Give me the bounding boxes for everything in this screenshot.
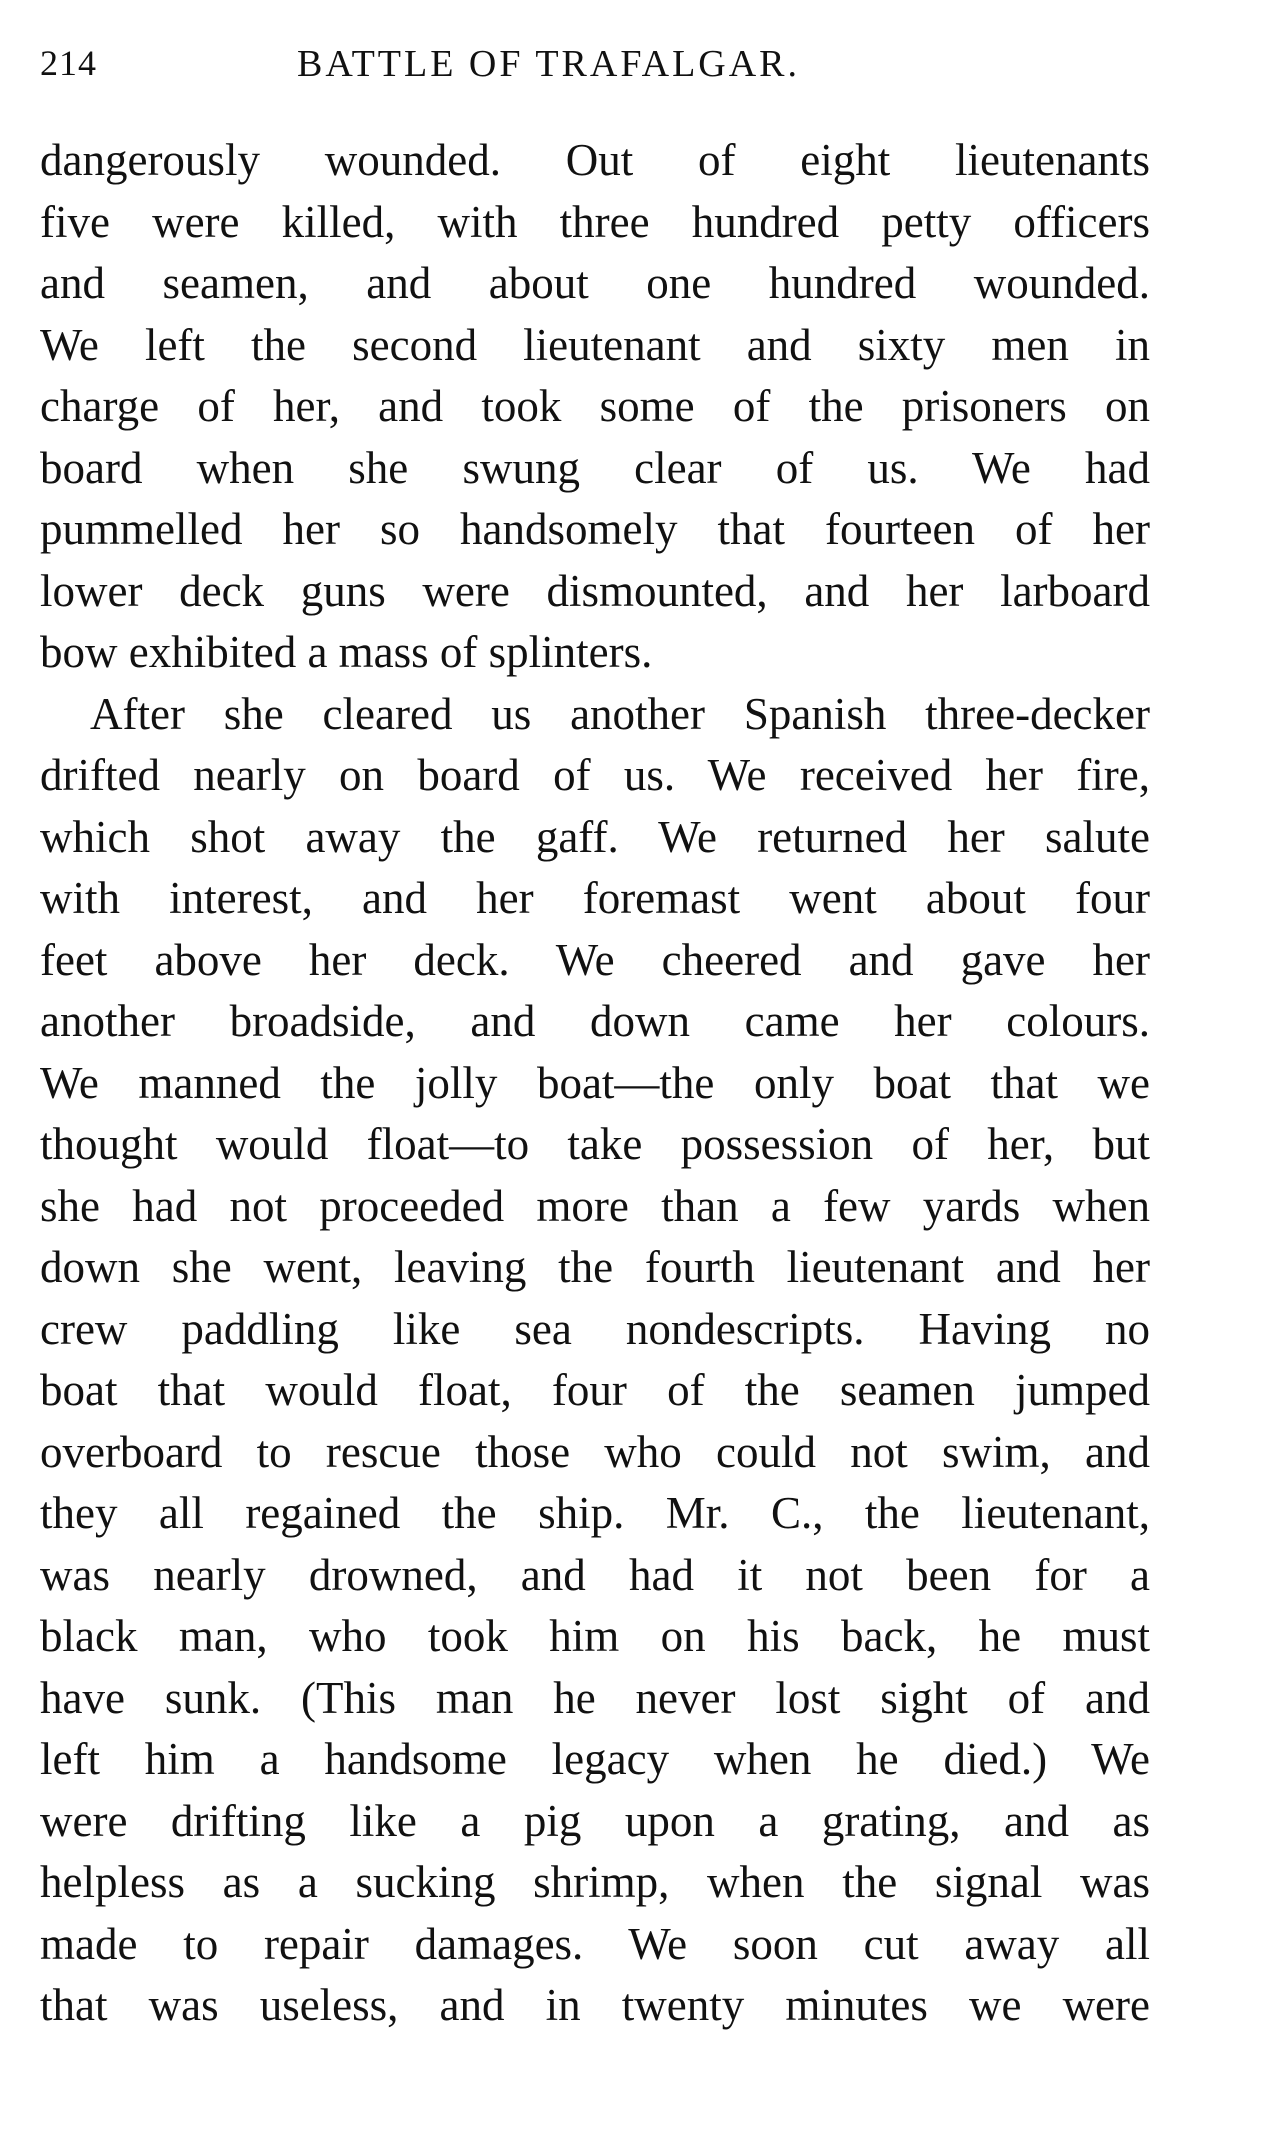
text-line: helpless as a sucking shrimp, when the signal was <box>40 1857 1150 1907</box>
text-line: were drifting like a pig upon a grating, and as <box>40 1795 1150 1846</box>
page-header <box>40 42 1150 92</box>
text-line: with interest, and her foremast went about four <box>40 873 1150 923</box>
page-number: 214 <box>40 43 97 83</box>
text-line: boat that would float, four of the seamen jumped <box>40 1365 1150 1415</box>
text-line: left him a handsome legacy when he died.) We <box>40 1734 1150 1784</box>
text-line: another broadside, and down came her colours. <box>40 996 1150 1046</box>
paragraph-end-line: bow exhibited a mass of splinters. <box>40 627 653 677</box>
text-line: charge of her, and took some of the prisoners on <box>40 381 1150 431</box>
text-line: We left the second lieutenant and sixty men in <box>40 319 1150 370</box>
text-line: pummelled her so handsomely that fourteen of her <box>40 504 1150 554</box>
paragraph-start-line: After she cleared us another Spanish three-decker <box>90 688 1150 739</box>
text-line: made to repair damages. We soon cut away all <box>40 1918 1150 1969</box>
text-line: they all regained the ship. Mr. C., the lieutenant, <box>40 1488 1150 1538</box>
text-line: crew paddling like sea nondescripts. Having no <box>40 1303 1150 1354</box>
text-line: have sunk. (This man he never lost sight of and <box>40 1672 1150 1723</box>
text-line: five were killed, with three hundred petty officers <box>40 196 1150 247</box>
text-line: which shot away the gaff. We returned her salute <box>40 811 1150 862</box>
text-line: overboard to rescue those who could not swim, and <box>40 1426 1150 1477</box>
running-head: BATTLE OF TRAFALGAR. <box>297 43 801 85</box>
text-line: was nearly drowned, and had it not been for a <box>40 1549 1150 1600</box>
text-line: and seamen, and about one hundred wounded. <box>40 258 1150 308</box>
text-line: she had not proceeded more than a few yards when <box>40 1180 1150 1231</box>
text-line: We manned the jolly boat—the only boat that we <box>40 1057 1150 1108</box>
text-line: board when she swung clear of us. We had <box>40 442 1150 493</box>
text-line: thought would float—to take possession of her, but <box>40 1119 1150 1169</box>
text-line: drifted nearly on board of us. We received her fire, <box>40 750 1150 800</box>
text-line: lower deck guns were dismounted, and her larboard <box>40 565 1150 616</box>
text-line: down she went, leaving the fourth lieutenant and her <box>40 1242 1150 1292</box>
text-line: black man, who took him on his back, he must <box>40 1611 1150 1661</box>
body-text <box>40 130 1150 2037</box>
text-line: that was useless, and in twenty minutes we were <box>40 1980 1150 2030</box>
text-line: dangerously wounded. Out of eight lieutenants <box>40 135 1150 185</box>
text-line: feet above her deck. We cheered and gave her <box>40 934 1150 985</box>
